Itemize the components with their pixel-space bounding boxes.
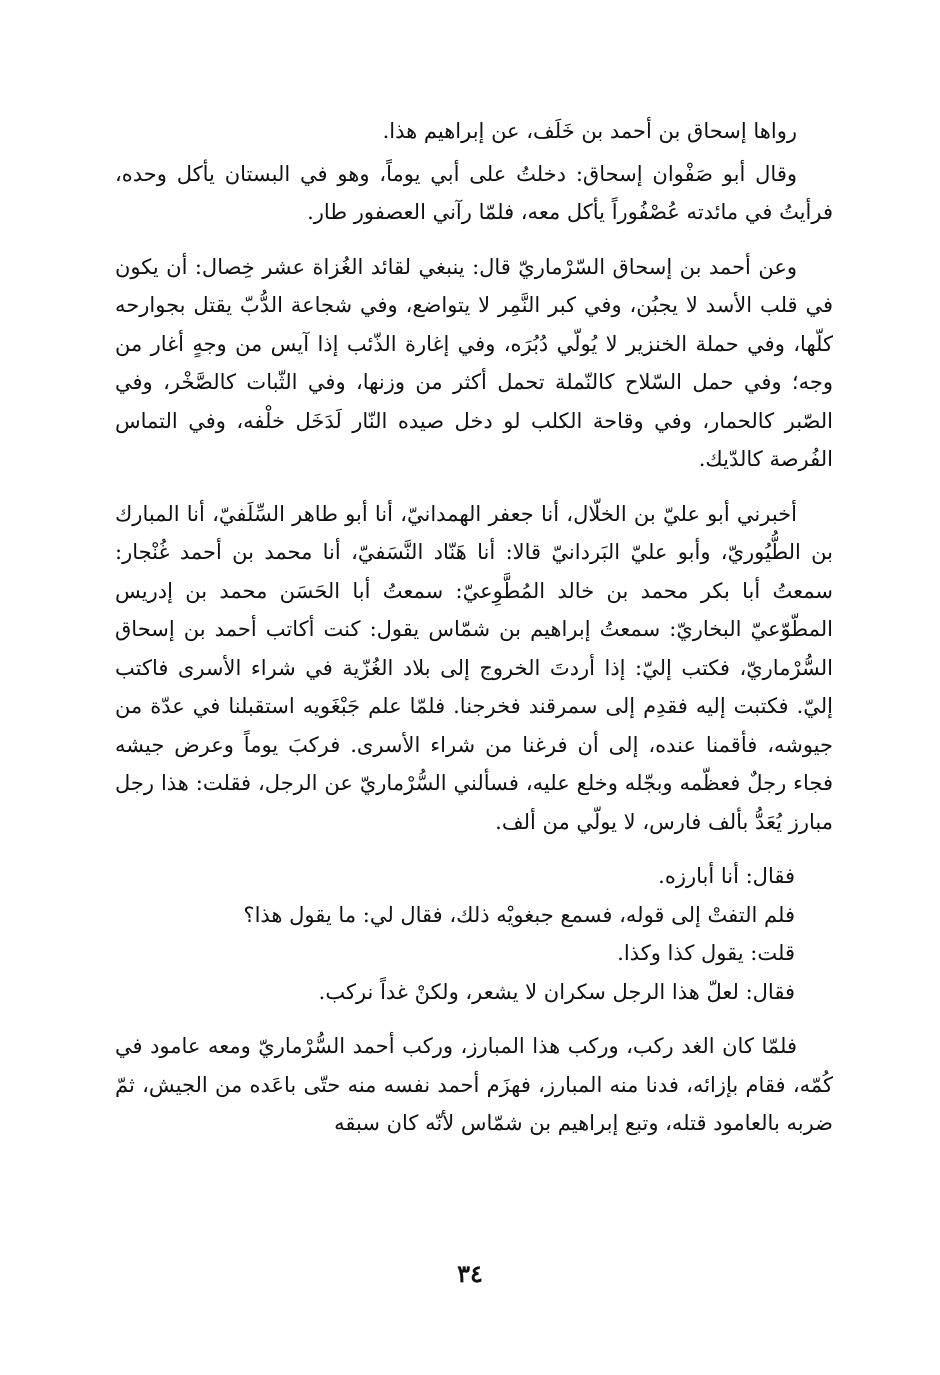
paragraph-isnad-story: أخبرني أبو عليّ بن الخلّال، أنا جعفر الهمدانيّ، أنا أبو طاهر السِّلَفيّ، أنا المبارك بن الطُّيُوريّ، وأبو عليّ البَردانيّ قالا: أنا هَنّاد النَّسَفيّ، أنا محمد بن أحمد غُنْجار: سمعتُ أبا بكر محمد بن خالد المُطَّوِعيّ: سمعتُ أبا الحَسَن محمد بن إدريس المطّوّعيّ البخاريّ: سمعتُ إبراهيم بن شمّاس يقول: كنت أكاتب أحمد بن إسحاق السُّرْماريّ، فكتب إليّ: إذا أردتَ الخروج إلى بلاد الغُزّية في شراء الأسرى فاكتب إليّ. فكتبت إليه فقدِم إلى سمرقند فخرجنا. فلمّا علم جَبْغَويه استقبلنا في عدّة من جيوشه، فأقمنا عنده، إلى أن فرغنا من شراء الأسرى. فركبَ يوماً وعرض جيشه فجاء رجلٌ فعظّمه وبجّله وخلع عليه، فسألني السُّرْماريّ عن الرجل، فقلت: هذا رجل مبارز يُعَدُّ بألف فارس، لا يولّي من ألف.: [115, 501, 833, 834]
paragraph-closing: فلمّا كان الغد ركب، وركب هذا المبارز، وركب أحمد السُّرْماريّ ومعه عامود في كُمّه، فقام بإزائه، فدنا منه المبارز، فهزَم أحمد نفسه منه حتّى باعَده من الجيش، ثمّ ضربه بالعامود قتله، وتبع إبراهيم بن شمّاس لأنّه كان سبقه: [115, 1034, 833, 1135]
dialogue-line: فقال: لعلّ هذا الرجل سكران لا يشعر، ولكنْ غداً نركب.: [318, 979, 795, 1004]
dialogue-block: [115, 857, 833, 1011]
paragraph-narration-1: رواها إسحاق بن أحمد بن خَلَف، عن إبراهيم هذا.: [382, 119, 797, 143]
page-number: ٣٤: [457, 1259, 483, 1288]
page-body: [115, 112, 833, 1143]
dialogue-line: فقال: أنا أبارزه.: [658, 864, 795, 888]
paragraph-ten-qualities: وعن أحمد بن إسحاق السّرْماريّ قال: ينبغي لقائد الغُزاة عشر خِصال: أن يكون في قلب الأسد لا يجبُن، وفي كبر النَّمِر لا يتواضع، وفي شجاعة الدُّبّ يقتل بجوارحه كلّها، وفي حملة الخنزير لا يُولّي دُبُرَه، وفي إغارة الذّئب إذا آيس من وجهٍ أغار من وجه؛ وفي حمل السّلاح كالنّملة تحمل أكثر من وزنها، وفي الثّبات كالصَّخْر، وفي الصّبر كالحمار، وفي وقاحة الكلب لو دخل صيده النّار لَدَخَل خلْفه، وفي التماس الفُرصة كالدّيك.: [115, 254, 833, 471]
dialogue-line: قلت: يقول كذا وكذا.: [617, 941, 795, 965]
paragraph-narration-2: وقال أبو صَفْوان إسحاق: دخلتُ على أبي يوماً، وهو في البستان يأكل وحده، فرأيتُ في مائدته عُصْفُوراً يأكل معه، فلمّا رآني العصفور طار.: [115, 161, 833, 224]
dialogue-line: فلم التفتْ إلى قوله، فسمع جبغويْه ذلك، فقال لي: ما يقول هذا؟: [243, 902, 795, 927]
